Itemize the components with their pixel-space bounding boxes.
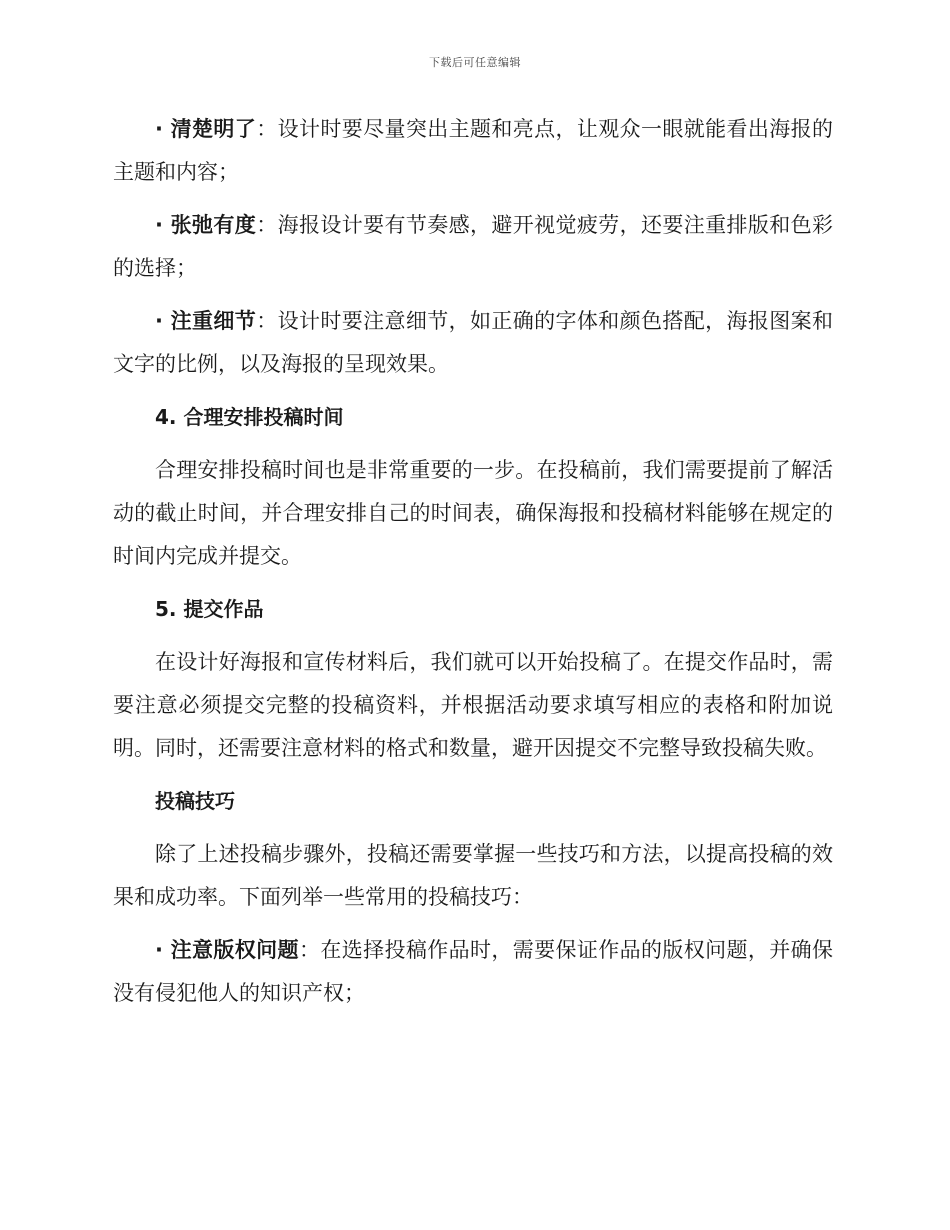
page-header: 下载后可任意编辑: [429, 56, 521, 69]
bullet-term: · 注重细节: [155, 309, 257, 333]
document-body: [113, 108, 833, 1025]
bullet-text: ：设计时要注意细节，如正确的字体和颜色搭配，海报图案和文字的比例，以及海报的呈现效果。: [113, 309, 834, 376]
paragraph-schedule: 合理安排投稿时间也是非常重要的一步。在投稿前，我们需要提前了解活动的截止时间，并合理安排自己的时间表，确保海报和投稿材料能够在规定的时间内完成并提交。: [113, 458, 833, 568]
bullet-term: · 清楚明了: [155, 117, 257, 141]
section-heading-submit: 5. 提交作品: [155, 597, 264, 621]
bullet-text: ：海报设计要有节奏感，避开视觉疲劳，还要注重排版和色彩的选择；: [113, 213, 834, 280]
bullet-term: · 张弛有度: [155, 213, 257, 237]
bullet-text: ：在选择投稿作品时，需要保证作品的版权问题，并确保没有侵犯他人的知识产权；: [113, 938, 833, 1005]
bullet-clear: [113, 108, 833, 194]
section-heading-schedule: 4. 合理安排投稿时间: [155, 405, 344, 429]
bullet-term: · 注意版权问题: [155, 938, 299, 962]
bullet-details: [113, 300, 833, 386]
bullet-copyright: [113, 929, 833, 1015]
paragraph-tips: 除了上述投稿步骤外，投稿还需要掌握一些技巧和方法，以提高投稿的效果和成功率。下面列举一些常用的投稿技巧：: [113, 842, 833, 909]
section-heading-tips: 投稿技巧: [155, 789, 235, 813]
bullet-rhythm: [113, 204, 833, 290]
bullet-text: ：设计时要尽量突出主题和亮点，让观众一眼就能看出海报的主题和内容；: [113, 117, 834, 184]
paragraph-submit: 在设计好海报和宣传材料后，我们就可以开始投稿了。在提交作品时，需要注意必须提交完整的投稿资料，并根据活动要求填写相应的表格和附加说明。同时，还需要注意材料的格式和数量，避开因提交不完整导致投稿失败。: [113, 650, 833, 760]
